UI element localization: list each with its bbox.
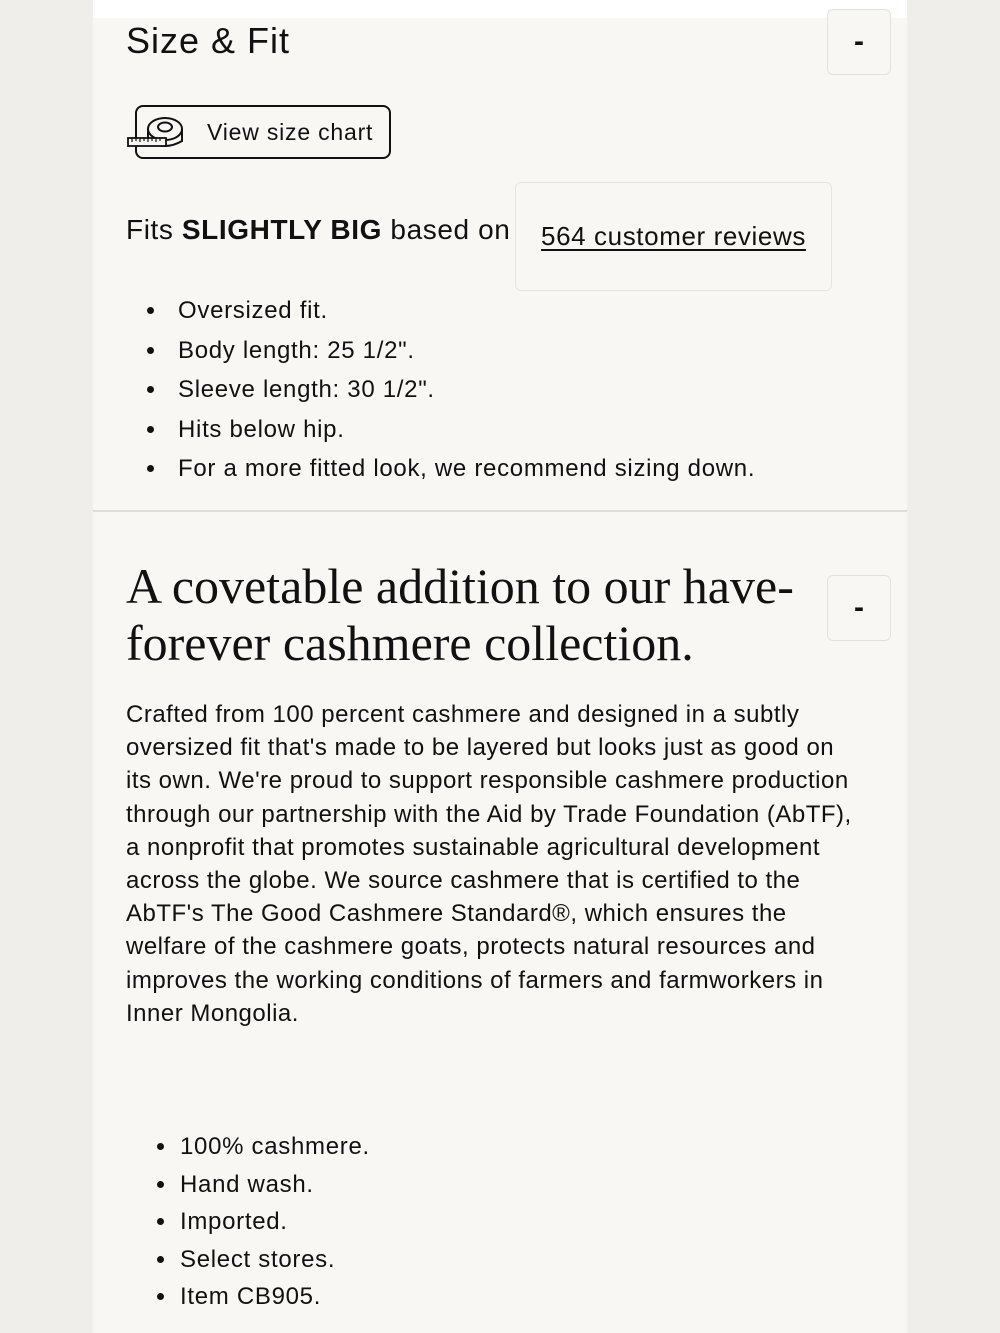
description-collapse-button[interactable]: - (827, 575, 891, 641)
section-divider (93, 510, 907, 512)
measuring-tape-icon (127, 115, 189, 151)
customer-reviews-link[interactable]: 564 customer reviews (541, 221, 806, 251)
list-item: • For a more fitted look, we recommend sizing down. (168, 449, 755, 489)
list-item: • Hits below hip. (168, 410, 755, 450)
fit-details-list (168, 291, 755, 489)
list-item: • Hand wash. (178, 1166, 370, 1204)
product-details-panel (93, 18, 907, 1333)
fit-value: SLIGHTLY BIG (181, 214, 383, 245)
top-edge-strip (93, 0, 907, 18)
product-specs-list (178, 1128, 370, 1316)
fit-prefix: Fits (126, 214, 182, 245)
list-item: • Body length: 25 1/2". (168, 331, 755, 371)
size-chart-label: View size chart (207, 118, 374, 145)
description-headline: A covetable addition to our have-forever cashmere collection. (126, 558, 794, 671)
list-item: • Select stores. (178, 1241, 370, 1279)
view-size-chart-button[interactable] (135, 105, 391, 159)
size-fit-collapse-button[interactable]: - (827, 9, 891, 75)
size-fit-heading: Size & Fit (126, 20, 291, 61)
list-item: • 100% cashmere. (178, 1128, 370, 1166)
fit-summary (126, 214, 510, 246)
list-item: • Item CB905. (178, 1278, 370, 1316)
list-item: • Sleeve length: 30 1/2". (168, 370, 755, 410)
reviews-link-container[interactable] (515, 182, 832, 291)
fit-suffix: based on (382, 214, 511, 245)
list-item: • Imported. (178, 1203, 370, 1241)
product-description: Crafted from 100 percent cashmere and designed in a subtly oversized fit that's made to be layered but looks just as good on its own. We're proud to support responsible cashmere production through our partnership with the Aid by Trade Foundation (AbTF), a nonprofit that promotes sustainable agricultural development across the globe. We source cashmere that is certified to the AbTF's The Good Cashmere Standard®, which ensures the welfare of the cashmere goats, protects natural resources and improves the working conditions of farmers and farmworkers in Inner Mongolia. (126, 701, 852, 1027)
list-item: • Oversized fit. (168, 291, 755, 331)
